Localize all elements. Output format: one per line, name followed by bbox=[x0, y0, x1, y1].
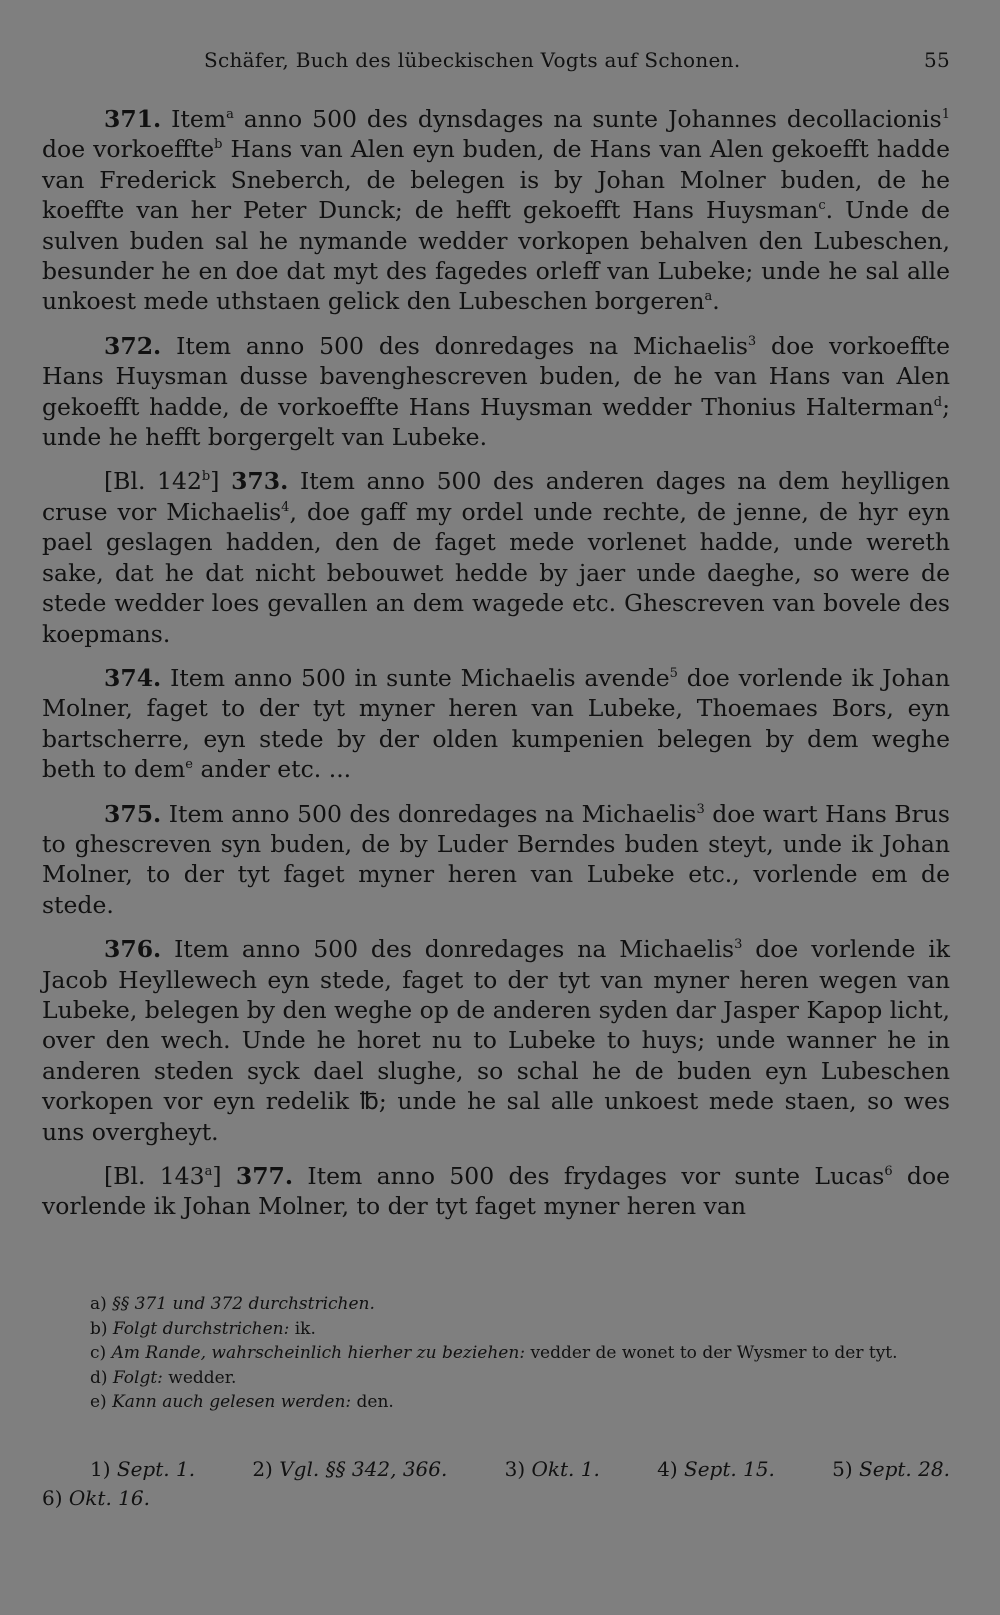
footnote-text: Okt. 16. bbox=[68, 1486, 150, 1510]
text-run: Item anno 500 in sunte Michaelis avende bbox=[170, 663, 670, 692]
textual-notes bbox=[42, 1292, 950, 1415]
paragraph-375 bbox=[42, 799, 950, 921]
note-letter: d) bbox=[90, 1367, 108, 1388]
folio-ref-end: ] bbox=[212, 1162, 222, 1190]
footnote-number: 4) bbox=[657, 1457, 678, 1481]
footnote bbox=[657, 1455, 775, 1484]
note-marker: e bbox=[185, 757, 193, 773]
text-run: doe wart Hans Brus to ghescreven syn buden, de by Luder Berndes buden steyt, unde ik Johan Molner, to der tyt faget myner heren van Lubeke etc., vorlende em de stede. bbox=[42, 799, 950, 919]
note-marker: a bbox=[704, 289, 713, 305]
section-number: 375. bbox=[104, 799, 162, 828]
footnote bbox=[90, 1455, 195, 1484]
footnote-number: 2) bbox=[252, 1457, 273, 1481]
section-number: 373. bbox=[231, 467, 289, 496]
note-marker: d bbox=[933, 394, 943, 410]
text-run: Item anno 500 des anderen dages na dem heylligen cruse vor Michaelis bbox=[42, 467, 950, 526]
note-roman: ik. bbox=[289, 1318, 316, 1339]
text-run: doe vorlende ik Johan Molner, faget to der tyt myner heren van Lubeke, Thoemaes Bors, eyn bartscherre, eyn stede by der olden kumpenien belegen by dem weghe beth to dem bbox=[42, 663, 950, 784]
folio-ref-end: ] bbox=[210, 467, 220, 496]
note-italic: Kann auch gelesen werden: bbox=[112, 1392, 352, 1412]
folio-ref-sup: b bbox=[201, 469, 211, 485]
folio-ref: [Bl. 142 bbox=[104, 467, 202, 496]
textual-note bbox=[42, 1366, 950, 1391]
running-header bbox=[42, 48, 950, 82]
textual-note bbox=[42, 1292, 950, 1317]
footnote-text: Sept. 15. bbox=[684, 1457, 775, 1481]
note-marker: b bbox=[214, 137, 223, 153]
text-run: . Unde de sulven buden sal he nymande wedder vorkopen behalven den Lubeschen, besunder he en doe dat myt des fagedes orleff van Lubeke; unde he sal alle unkoest mede uthstaen gelick den Lubeschen borgeren bbox=[42, 196, 950, 316]
folio-ref: [Bl. 143 bbox=[104, 1162, 205, 1190]
footnote bbox=[252, 1455, 447, 1484]
footnote-row bbox=[42, 1484, 950, 1513]
text-run: Hans van Alen eyn buden, de Hans van Alen gekoefft hadde van Frederick Sneberch, de belegen is by Johan Molner buden, de he koeffte van her Peter Dunck; de hefft gekoefft Hans Huysman bbox=[42, 135, 950, 225]
note-marker: 6 bbox=[884, 1164, 893, 1179]
main-text bbox=[42, 104, 950, 1236]
text-run: Item bbox=[171, 105, 227, 133]
text-run: doe vorlende ik Johan Molner, to der tyt faget myner heren van bbox=[42, 1162, 950, 1221]
paragraph-373 bbox=[42, 466, 950, 648]
text-run: doe vorlende ik Jacob Heyllewech eyn stede, faget to der tyt van myner heren wegen van Lubeke, belegen by den weghe op de anderen syden dar Jasper Kapop licht, over den wech. Unde he horet nu to Lubeke to huys; unde wanner he in anderen steden syck dael slughe, so schal he de buden eyn Lubeschen vorkopen vor eyn redelik ℔; unde he sal alle unkoest mede staen, so wes uns overgheyt. bbox=[42, 935, 950, 1146]
section-number: 376. bbox=[104, 935, 162, 964]
footnote-number: 5) bbox=[832, 1457, 853, 1481]
note-marker: 5 bbox=[669, 665, 678, 681]
note-marker: 3 bbox=[734, 937, 743, 953]
footnote-number: 1) bbox=[90, 1457, 111, 1481]
section-number: 372. bbox=[104, 331, 162, 360]
footnote bbox=[42, 1484, 150, 1513]
header-title: Schäfer, Buch des lübeckischen Vogts auf Schonen. bbox=[204, 48, 741, 72]
note-letter: b) bbox=[90, 1318, 108, 1339]
textual-note bbox=[42, 1317, 950, 1342]
paragraph-376 bbox=[42, 934, 950, 1147]
text-run: anno 500 des dynsdages na sunte Johannes decollacionis bbox=[233, 105, 942, 133]
note-letter: c) bbox=[90, 1343, 107, 1363]
text-run: Item anno 500 des frydages vor sunte Lucas bbox=[307, 1162, 885, 1190]
note-italic: Folgt: bbox=[112, 1367, 163, 1388]
note-roman: wedder. bbox=[162, 1367, 237, 1388]
page-number: 55 bbox=[923, 48, 950, 72]
text-run: Item anno 500 des donredages na Michaelis bbox=[168, 799, 697, 828]
footnote bbox=[832, 1455, 950, 1484]
note-italic: Folgt durchstrichen: bbox=[112, 1318, 290, 1339]
footnote bbox=[505, 1455, 600, 1484]
text-run: . bbox=[712, 287, 720, 316]
footnote-text: Vgl. §§ 342, 366. bbox=[279, 1457, 448, 1481]
note-letter: a) bbox=[90, 1294, 107, 1314]
note-italic: Am Rande, wahrscheinlich hierher zu beziehen: bbox=[111, 1343, 526, 1363]
note-roman: vedder de wonet to der Wysmer to der tyt. bbox=[525, 1343, 898, 1363]
note-roman: den. bbox=[351, 1392, 394, 1412]
footnote-number: 6) bbox=[42, 1486, 63, 1510]
text-run: ander etc. ... bbox=[193, 755, 352, 784]
note-letter: e) bbox=[90, 1392, 107, 1412]
text-run: doe vorkoeffte bbox=[42, 135, 215, 164]
footnote-text: Sept. 1. bbox=[116, 1457, 196, 1481]
note-marker: 3 bbox=[747, 333, 757, 349]
folio-ref-sup: a bbox=[204, 1164, 213, 1179]
note-marker: a bbox=[226, 107, 234, 122]
note-marker: 3 bbox=[696, 801, 705, 817]
paragraph-372 bbox=[42, 331, 950, 453]
footnotes bbox=[42, 1455, 950, 1513]
section-number: 377. bbox=[235, 1162, 294, 1190]
footnote-text: Sept. 28. bbox=[859, 1457, 950, 1481]
section-number: 374. bbox=[104, 663, 162, 692]
note-marker: 1 bbox=[941, 107, 950, 122]
note-marker: c bbox=[818, 198, 826, 214]
paragraph-374 bbox=[42, 663, 950, 785]
footnote-number: 3) bbox=[504, 1457, 526, 1481]
textual-note bbox=[42, 1390, 950, 1415]
textual-note bbox=[42, 1341, 950, 1366]
paragraph-371 bbox=[42, 104, 950, 317]
text-run: ; unde he hefft borgergelt van Lubeke. bbox=[42, 392, 950, 452]
text-run: doe vorkoeffte Hans Huysman dusse bavenghescreven buden, de he van Hans van Alen gekoefft hadde, de vorkoeffte Hans Huysman wedder Thonius Halterman bbox=[42, 331, 950, 421]
text-run: Item anno 500 des donredages na Michaelis bbox=[176, 331, 748, 360]
footnote-row bbox=[42, 1455, 950, 1484]
section-number: 371. bbox=[104, 105, 162, 133]
note-italic: §§ 371 und 372 durchstrichen. bbox=[112, 1294, 375, 1314]
footnote-text: Okt. 1. bbox=[531, 1457, 600, 1481]
text-run: , doe gaff my ordel unde rechte, de jenne, de hyr eyn pael geslagen hadden, den de faget mede vorlenet hadde, unde wereth sake, dat he dat nicht bebouwet hedde by jaer unde daeghe, so were de stede wedder loes gevallen an dem wagede etc. Ghescreven van bovele des koepmans. bbox=[42, 497, 950, 648]
note-marker: 4 bbox=[281, 499, 290, 515]
text-run: Item anno 500 des donredages na Michaelis bbox=[174, 935, 735, 964]
paragraph-377 bbox=[42, 1161, 950, 1222]
